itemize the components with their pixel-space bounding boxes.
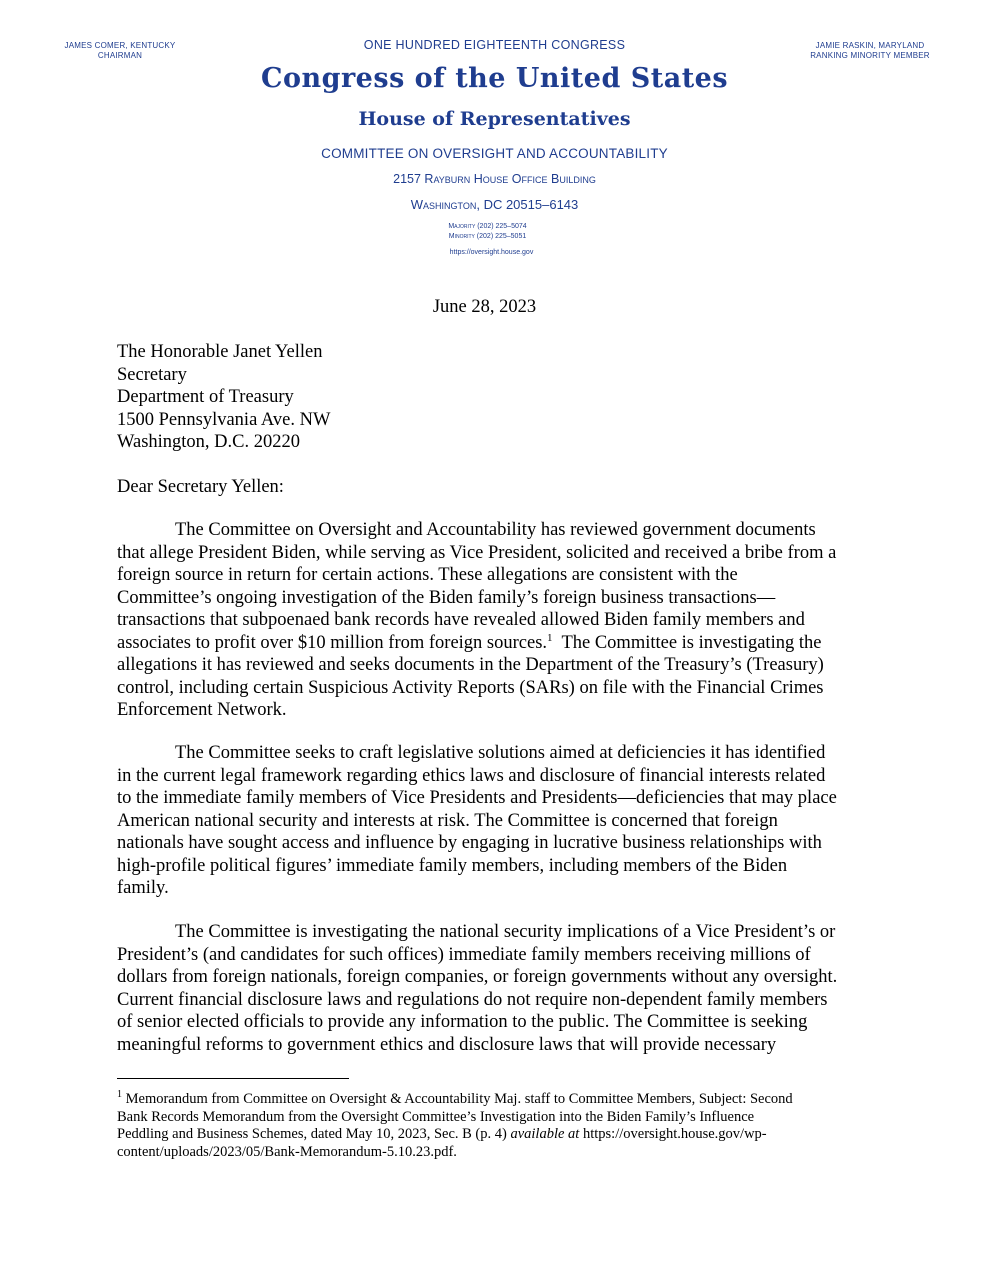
text-fragment: Peddling and Business Schemes, dated May 10, 2023, Sec. B (p. 4) <box>117 1126 511 1142</box>
committee-name: COMMITTEE ON OVERSIGHT AND ACCOUNTABILITY <box>321 146 668 161</box>
text-line: Bank Records Memorandum from the Oversight Committee’s Investigation into the Biden Family’s Influence <box>117 1108 755 1125</box>
chairman-title: CHAIRMAN <box>97 51 143 60</box>
majority-phone: Majority (202) 225–5074 <box>448 223 527 230</box>
salutation: Dear Secretary Yellen: <box>117 477 284 497</box>
text-line: allegations it has reviewed and seeks documents in the Department of the Treasury’s (Treasury) <box>117 655 824 675</box>
text-line: The Committee is investigating the national security implications of a Vice President’s or <box>175 922 836 942</box>
text-line: The Committee seeks to craft legislative solutions aimed at deficiencies it has identified <box>175 743 826 763</box>
paragraph-3 <box>117 921 877 1056</box>
text-line: high-profile political figures’ immediate family members, including members of the Biden <box>117 855 788 876</box>
recipient-line: 1500 Pennsylvania Ave. NW <box>117 409 331 430</box>
text-line: transactions that subpoenaed bank records have revealed allowed Biden family members and <box>117 610 805 630</box>
text-line: Current financial disclosure laws and regulations do not require non-dependent family members <box>117 989 828 1010</box>
recipient-line: Department of Treasury <box>117 387 294 407</box>
footnote <box>117 1091 877 1161</box>
address-line: 2157 Rayburn House Office Building <box>393 172 596 186</box>
chairman-name: JAMES COMER, KENTUCKY <box>64 41 176 50</box>
city-line: Washington, DC 20515–6143 <box>410 197 579 212</box>
text-line: Enforcement Network. <box>117 700 287 720</box>
recipient-line: Washington, D.C. 20220 <box>117 432 300 452</box>
website-url: https://oversight.house.gov <box>449 249 534 256</box>
letter-date: June 28, 2023 <box>432 297 537 317</box>
ranking-member-name: JAMIE RASKIN, MARYLAND <box>815 41 925 50</box>
text-fragment: The Committee is investigating the <box>552 632 822 653</box>
text-line <box>117 1091 877 1109</box>
congress-title: Congress of the United States <box>260 63 729 94</box>
recipient-line: Secretary <box>117 364 187 385</box>
text-line: that allege President Biden, while serving as Vice President, solicited and received a bribe from a <box>117 542 837 563</box>
text-line: American national security and interests at risk. The Committee is concerned that foreign <box>117 810 778 831</box>
recipient-address <box>117 341 330 454</box>
text-line: President’s (and candidates for such offices) immediate family members receiving millions of <box>117 944 811 965</box>
ranking-member-title: RANKING MINORITY MEMBER <box>810 51 930 60</box>
text-line: family. <box>117 878 169 898</box>
text-line: meaningful reforms to government ethics and disclosure laws that will provide necessary <box>117 1034 777 1055</box>
text-line: The Committee on Oversight and Accountability has reviewed government documents <box>175 520 816 540</box>
footnote-number: 1 <box>117 1089 122 1101</box>
text-line <box>117 1126 877 1144</box>
text-line[interactable]: content/uploads/2023/05/Bank-Memorandum-5.10.23.pdf. <box>117 1143 457 1160</box>
text-line: foreign source in return for certain actions. These allegations are consistent with the <box>117 565 738 585</box>
congress-label: ONE HUNDRED EIGHTEENTH CONGRESS <box>363 38 626 52</box>
text-line: to the immediate family members of Vice Presidents and Presidents—deficiencies that may place <box>117 788 837 808</box>
text-line: dollars from foreign nationals, foreign companies, or foreign governments without any oversight. <box>117 967 838 987</box>
text-fragment: Memorandum from Committee on Oversight & Accountability Maj. staff to Committee Members, Subject: Second <box>122 1091 793 1107</box>
text-line: Committee’s ongoing investigation of the Biden family’s foreign business transactions— <box>117 587 776 608</box>
text-fragment: associates to profit over $10 million from foreign sources. <box>117 632 548 653</box>
text-fragment-italic: available at <box>510 1126 580 1142</box>
text-line: of senior elected officials to provide any information to the public. The Committee is seeking <box>117 1012 808 1032</box>
paragraph-1 <box>117 519 877 722</box>
paragraph-2 <box>117 742 877 900</box>
house-title: House of Representatives <box>358 108 631 130</box>
footnote-separator <box>117 1078 349 1079</box>
recipient-line: The Honorable Janet Yellen <box>117 342 323 362</box>
text-line: control, including certain Suspicious Activity Reports (SARs) on file with the Financial Crimes <box>117 677 824 698</box>
text-line: in the current legal framework regarding ethics laws and disclosure of financial interests related <box>117 765 826 786</box>
footnote-link[interactable]: https://oversight.house.gov/wp- <box>579 1126 767 1142</box>
minority-phone: Minority (202) 225–5051 <box>448 233 527 240</box>
text-line: nationals have sought access and influence by engaging in lucrative business relationships with <box>117 833 822 853</box>
text-line <box>117 632 877 655</box>
footnote-ref: 1 <box>547 631 553 644</box>
